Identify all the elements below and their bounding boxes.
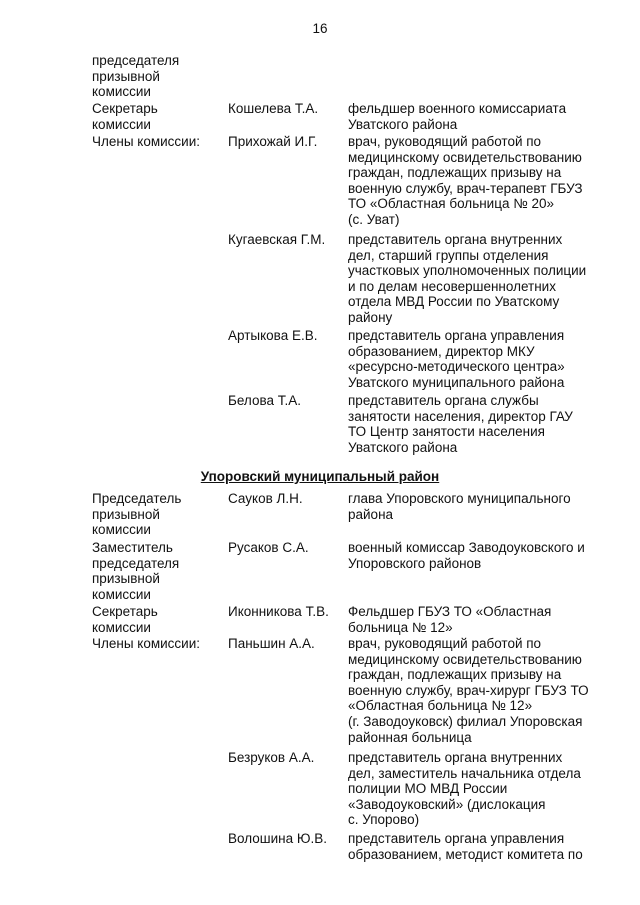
- member-role: Члены комиссии:: [92, 134, 201, 149]
- member-description: врач, руководящий работой по медицинскому освидетельствованию граждан, подлежащих призыву на военную службу, врач-терапевт ГБУЗ ТО «Областная больница № 20» (с. Уват): [348, 134, 583, 227]
- member-name: Кугаевская Г.М.: [228, 232, 326, 247]
- page-number: 16: [312, 21, 328, 36]
- member-role: Секретарь комиссии: [92, 604, 158, 635]
- member-description: представитель органа внутренних дел, заместитель начальника отдела полиции МО МВД России «Заводоуковский» (дислокация с. Упорово): [348, 750, 581, 828]
- member-name: Русаков С.А.: [228, 540, 309, 555]
- member-name: Волошина Ю.В.: [228, 831, 327, 846]
- member-description: представитель органа службы занятости населения, директор ГАУ ТО Центр занятости населения Уватского района: [348, 393, 573, 455]
- member-description: Фельдшер ГБУЗ ТО «Областная больница № 12»: [348, 604, 552, 635]
- member-role: Члены комиссии:: [92, 636, 201, 651]
- member-role: Председатель призывной комиссии: [92, 491, 182, 538]
- member-name: Кошелева Т.А.: [228, 101, 319, 116]
- member-role: Заместитель председателя призывной комиссии: [92, 540, 180, 602]
- member-description: представитель органа управления образованием, методист комитета по: [348, 831, 583, 862]
- member-description: представитель органа внутренних дел, старший группы отделения участковых уполномоченных полиции и по делам несовершеннолетних отдела МВД России по Уватскому району: [348, 232, 587, 325]
- member-description: военный комиссар Заводоуковского и Упоровского районов: [348, 540, 585, 571]
- member-name: Артыкова Е.В.: [228, 328, 318, 343]
- member-description: врач, руководящий работой по медицинскому освидетельствованию граждан, подлежащих призыву на военную службу, врач-хирург ГБУЗ ТО «Областная больница № 12» (г. Заводоуковск) филиал Упоровская районная больница: [348, 636, 589, 745]
- member-description: глава Упоровского муниципального района: [348, 491, 571, 522]
- member-role: Секретарь комиссии: [92, 101, 158, 132]
- member-name: Сауков Л.Н.: [228, 491, 303, 506]
- member-description: представитель органа управления образованием, директор МКУ «ресурсно-методического центра» Уватского муниципального района: [348, 328, 565, 390]
- member-description: фельдшер военного комиссариата Уватского района: [348, 101, 567, 132]
- member-name: Белова Т.А.: [228, 393, 301, 408]
- member-name: Безруков А.А.: [228, 750, 315, 765]
- member-name: Иконникова Т.В.: [228, 604, 329, 619]
- member-role: председателя призывной комиссии: [92, 53, 180, 100]
- section-heading: Упоровский муниципальный район: [200, 469, 440, 484]
- member-name: Паньшин А.А.: [228, 636, 315, 651]
- member-name: Прихожай И.Г.: [228, 134, 318, 149]
